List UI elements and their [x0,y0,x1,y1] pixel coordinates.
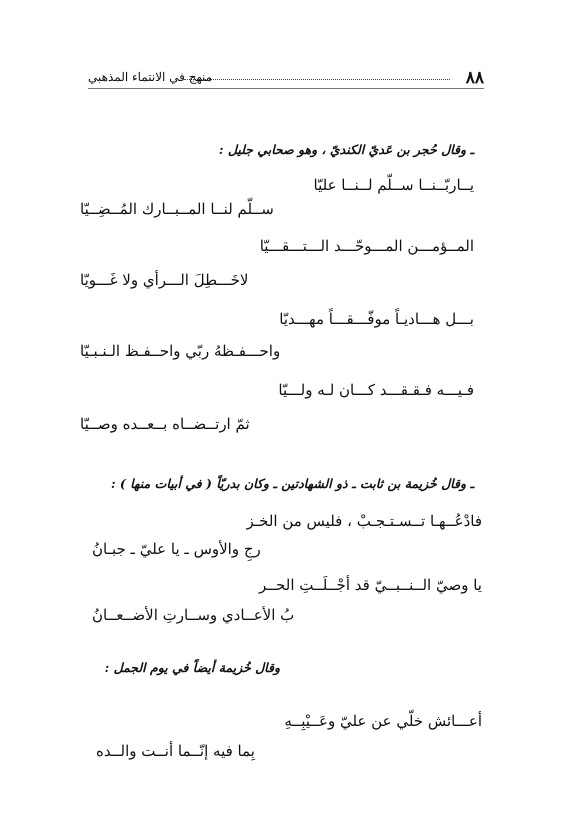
verse-line: بُ الأعــادي وســارتِ الأضــعــانُ [92,606,295,624]
verse-line: فادْعُــهـا تــسـتـجـبْ ، فليس من الخـز [246,512,482,530]
running-header [88,66,484,89]
verse-line: واحـــفـظهُ ربّي واحــفـظ الـنـبـيّا [80,342,281,360]
poem-intro: ـ وقال حُجر بن عَديّ الكنديّ ، وهو صحابي جليل : [218,142,474,157]
verse-line: بِما فيه إنّــما أنــت والــده [96,742,255,760]
page-number: ٨٨ [465,68,484,88]
verse-line: فـيـــه فـقـقـــد كـــان لـه ولـــيّا [278,381,474,399]
verse-line: لاخَـــطِلَ الـــرأي ولا غَـــويّا [80,271,249,289]
poem-intro: ـ وقال خُزيمة بن ثابت ـ ذو الشهادتين ـ وكان بدريّاً ( في أبيات منها ) : [110,476,474,491]
verse-line: بـــل هـــاديـاً موفّـــقـــاً مهـــديّا [279,310,474,328]
poem-intro: وقال خُزيمة أيضاً في يوم الجمل : [104,660,280,675]
verse-line: رجِ والأوس ـ يا عليّ ـ جبـانُ [92,540,261,558]
dotted-leader [184,79,450,80]
verse-line: المــؤمـــن المـــوحّـــد الـــتـــقـــيّا [259,237,474,255]
verse-line: يا وصيّ الــنــبــيّ قد أجْــلَــتِ الحــر [259,576,482,594]
verse-line: أعـــائش خلّي عن عليّ وعَــيْبِــهِ [284,712,482,730]
verse-line: ســلّم لنــا المــبــارك المُــضِــيّا [80,200,274,218]
running-title: منهج في الانتماء المذهبي [88,70,213,84]
verse-line: يــاربّــنــا ســلّم لــنــا عليّا [313,176,474,194]
verse-line: ثمّ ارتــضــاه بــعــده وصــيّا [80,415,250,433]
